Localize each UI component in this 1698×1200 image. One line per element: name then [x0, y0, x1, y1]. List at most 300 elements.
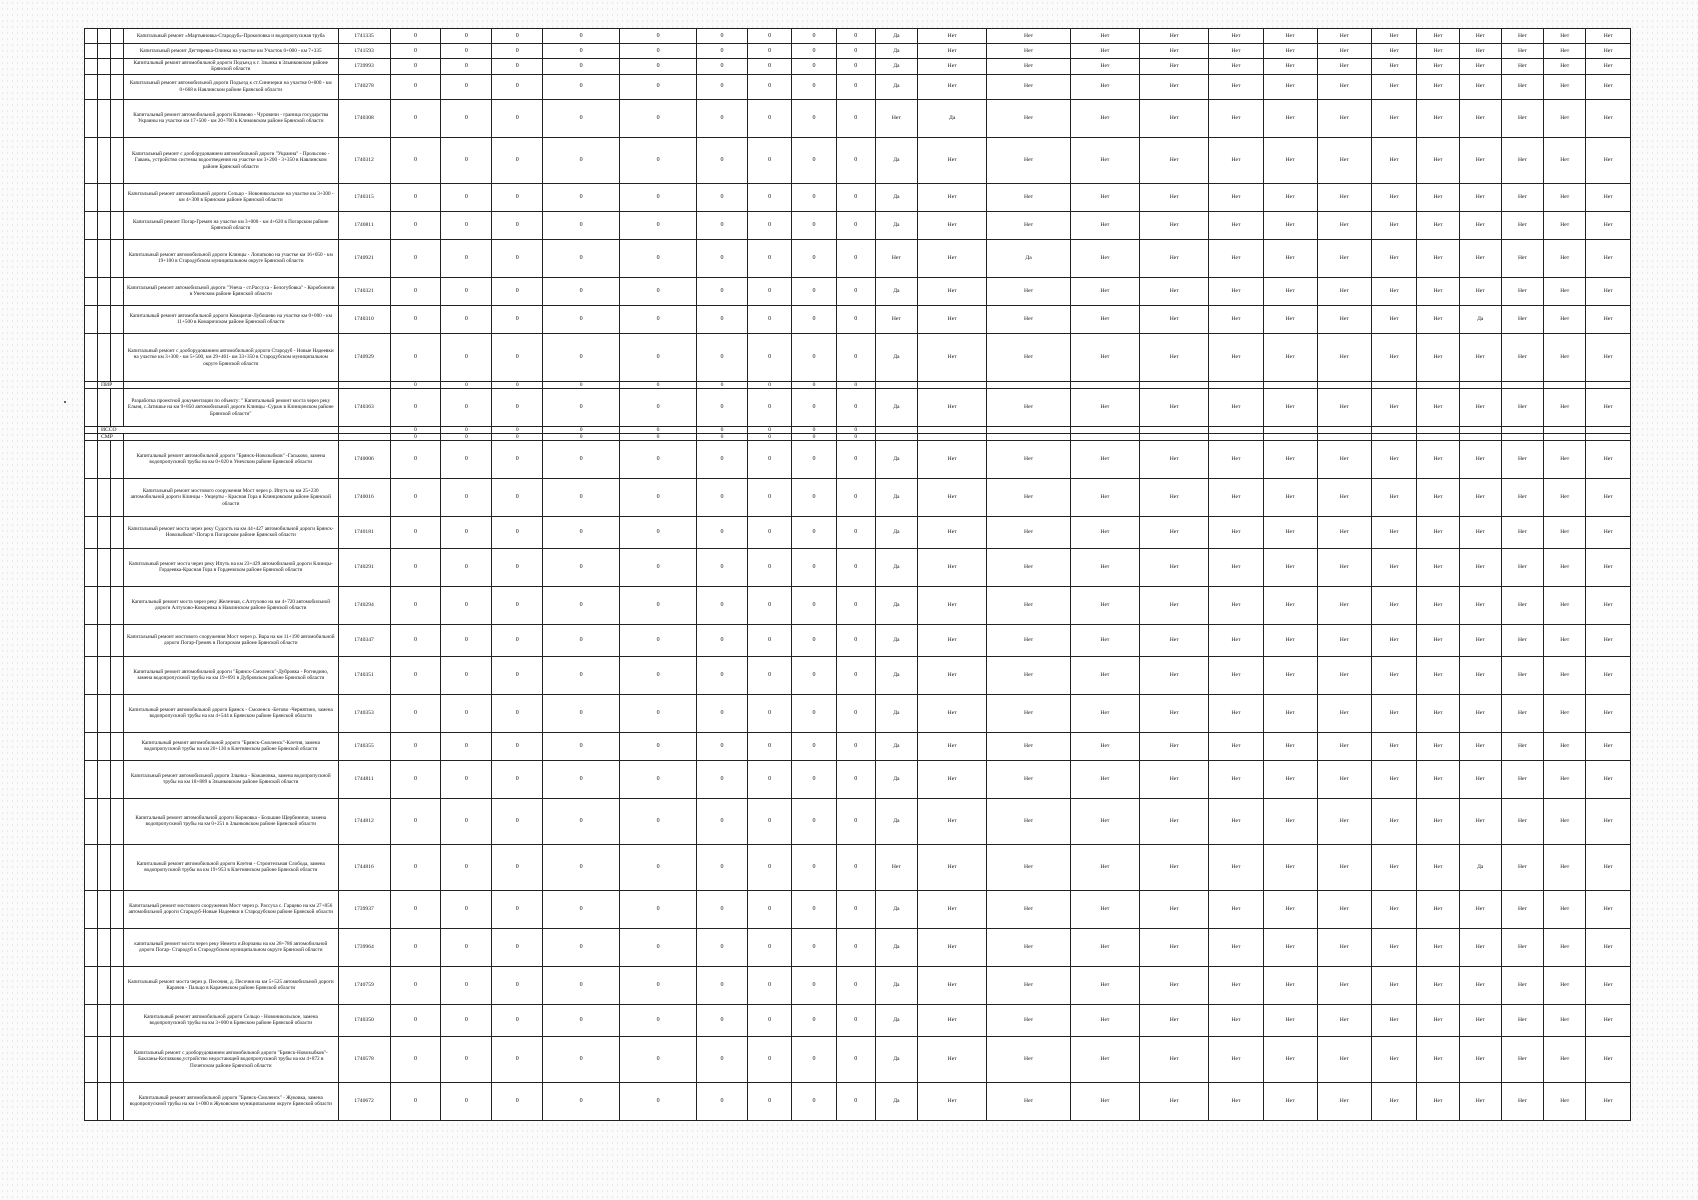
value-cell: 0 — [543, 333, 620, 381]
flag-cell — [987, 381, 1070, 388]
index-cell-1 — [85, 890, 98, 928]
object-code-cell: 1740294 — [338, 586, 390, 624]
object-code-cell: 1740016 — [338, 478, 390, 516]
value-cell: 0 — [620, 440, 697, 478]
flag-cell: Нет — [1417, 966, 1459, 1004]
value-cell: 0 — [492, 305, 543, 333]
flag-cell: Нет — [1317, 586, 1371, 624]
object-name-cell: Капитальный ремонт моста через р. Песочня, д. Песочня на км 5+525 автомобильной дороги Карачев - Пальцо в Карачевском районе Брянской области — [124, 966, 339, 1004]
flag-cell: Нет — [1209, 44, 1263, 59]
value-cell: 0 — [747, 99, 791, 137]
value-cell: 0 — [792, 381, 836, 388]
index-cell-2 — [98, 333, 111, 381]
flag-cell: Нет — [918, 798, 987, 844]
value-cell: 0 — [697, 478, 748, 516]
flag-cell: Да — [987, 239, 1070, 277]
flag-cell: Нет — [918, 211, 987, 239]
value-cell: 0 — [697, 1036, 748, 1082]
value-cell: 0 — [492, 44, 543, 59]
flag-cell: Нет — [1459, 333, 1501, 381]
flag-cell: Нет — [1501, 333, 1543, 381]
index-cell-2 — [98, 548, 111, 586]
flag-cell: Нет — [987, 656, 1070, 694]
value-cell: 0 — [792, 388, 836, 426]
value-cell: 0 — [390, 890, 441, 928]
flag-cell: Нет — [1459, 928, 1501, 966]
value-cell: 0 — [792, 99, 836, 137]
flag-cell: Нет — [1544, 844, 1586, 890]
flag-cell: Нет — [1070, 890, 1139, 928]
value-cell: 0 — [697, 211, 748, 239]
flag-cell: Нет — [1586, 516, 1631, 548]
index-cell-3 — [111, 1004, 124, 1036]
flag-cell — [1140, 426, 1209, 433]
value-cell: 0 — [441, 760, 492, 798]
value-cell: 0 — [836, 59, 875, 75]
index-cell-1 — [85, 1036, 98, 1082]
flag-cell: Нет — [987, 844, 1070, 890]
table-row — [85, 44, 1631, 59]
value-cell: 0 — [792, 333, 836, 381]
flag-cell — [1070, 433, 1139, 440]
value-cell: 0 — [697, 137, 748, 183]
flag-cell: Нет — [1459, 478, 1501, 516]
flag-cell: Да — [1459, 305, 1501, 333]
value-cell: 0 — [747, 305, 791, 333]
index-cell-3 — [111, 333, 124, 381]
value-cell: 0 — [390, 478, 441, 516]
flag-cell: Нет — [1263, 277, 1317, 305]
flag-cell: Да — [875, 760, 917, 798]
value-cell: 0 — [836, 211, 875, 239]
flag-cell: Нет — [1371, 277, 1417, 305]
flag-cell: Нет — [1263, 890, 1317, 928]
flag-cell — [1544, 426, 1586, 433]
value-cell: 0 — [747, 694, 791, 732]
section-label: ИССО — [98, 426, 339, 433]
flag-cell: Нет — [918, 239, 987, 277]
flag-cell: Нет — [1209, 74, 1263, 99]
index-cell-3 — [111, 694, 124, 732]
value-cell: 0 — [747, 478, 791, 516]
flag-cell: Нет — [1501, 890, 1543, 928]
flag-cell: Нет — [1501, 29, 1543, 44]
flag-cell — [1544, 433, 1586, 440]
flag-cell: Нет — [1544, 656, 1586, 694]
flag-cell: Нет — [1140, 1082, 1209, 1120]
index-cell-3 — [111, 1036, 124, 1082]
value-cell: 0 — [620, 694, 697, 732]
index-cell-3 — [111, 478, 124, 516]
flag-cell: Да — [875, 656, 917, 694]
flag-cell: Нет — [1501, 1004, 1543, 1036]
table-row — [85, 59, 1631, 75]
object-name-cell: Капитальный ремонт автомобильной дороги "Унеча - ст.Рассуха - Белогубовка" - Коробоничи в Унечском районе Брянской области — [124, 277, 339, 305]
flag-cell: Нет — [918, 890, 987, 928]
flag-cell: Нет — [1070, 478, 1139, 516]
value-cell: 0 — [390, 239, 441, 277]
value-cell: 0 — [543, 928, 620, 966]
flag-cell: Нет — [1209, 798, 1263, 844]
index-cell-3 — [111, 516, 124, 548]
value-cell: 0 — [620, 74, 697, 99]
flag-cell — [875, 433, 917, 440]
flag-cell: Нет — [1586, 844, 1631, 890]
value-cell: 0 — [747, 74, 791, 99]
flag-cell: Нет — [1417, 1082, 1459, 1120]
flag-cell: Нет — [1544, 548, 1586, 586]
value-cell: 0 — [441, 966, 492, 1004]
flag-cell: Нет — [987, 694, 1070, 732]
flag-cell: Нет — [1371, 798, 1417, 844]
flag-cell: Нет — [1140, 656, 1209, 694]
flag-cell: Да — [875, 478, 917, 516]
flag-cell: Нет — [1070, 44, 1139, 59]
value-cell: 0 — [543, 426, 620, 433]
index-cell-3 — [111, 548, 124, 586]
index-cell-3 — [111, 656, 124, 694]
value-cell: 0 — [543, 277, 620, 305]
value-cell: 0 — [441, 440, 492, 478]
value-cell: 0 — [543, 388, 620, 426]
value-cell: 0 — [697, 433, 748, 440]
index-cell-2 — [98, 239, 111, 277]
flag-cell: Нет — [987, 478, 1070, 516]
value-cell: 0 — [620, 586, 697, 624]
flag-cell: Нет — [1209, 1004, 1263, 1036]
flag-cell: Нет — [1459, 29, 1501, 44]
flag-cell: Нет — [1586, 798, 1631, 844]
flag-cell: Нет — [1586, 1004, 1631, 1036]
flag-cell: Нет — [1070, 966, 1139, 1004]
value-cell: 0 — [620, 137, 697, 183]
flag-cell: Нет — [1501, 440, 1543, 478]
flag-cell: Да — [875, 732, 917, 760]
flag-cell: Нет — [1070, 388, 1139, 426]
value-cell: 0 — [620, 29, 697, 44]
flag-cell: Нет — [1586, 333, 1631, 381]
flag-cell: Нет — [1263, 211, 1317, 239]
value-cell: 0 — [492, 333, 543, 381]
flag-cell: Нет — [1544, 59, 1586, 75]
flag-cell: Нет — [1544, 137, 1586, 183]
flag-cell: Нет — [918, 59, 987, 75]
value-cell: 0 — [836, 44, 875, 59]
value-cell: 0 — [836, 694, 875, 732]
flag-cell: Да — [875, 548, 917, 586]
flag-cell — [1417, 433, 1459, 440]
value-cell: 0 — [747, 760, 791, 798]
value-cell: 0 — [543, 211, 620, 239]
flag-cell: Нет — [987, 966, 1070, 1004]
flag-cell: Нет — [1371, 586, 1417, 624]
flag-cell: Нет — [1417, 928, 1459, 966]
index-cell-2 — [98, 440, 111, 478]
table-row — [85, 1004, 1631, 1036]
flag-cell: Нет — [1371, 478, 1417, 516]
value-cell: 0 — [441, 478, 492, 516]
flag-cell: Нет — [1417, 211, 1459, 239]
flag-cell: Нет — [1263, 732, 1317, 760]
value-cell: 0 — [697, 732, 748, 760]
value-cell: 0 — [836, 844, 875, 890]
flag-cell: Нет — [1371, 760, 1417, 798]
value-cell: 0 — [492, 890, 543, 928]
object-code-cell: 1740355 — [338, 732, 390, 760]
flag-cell: Нет — [1371, 694, 1417, 732]
flag-cell — [918, 381, 987, 388]
index-cell-1 — [85, 277, 98, 305]
object-name-cell: Капитальный ремонт мостового сооружения Мост через р. Вара на км 11+190 автомобильной дороги Погар-Гремяч в Погарском районе Брянской области — [124, 624, 339, 656]
flag-cell: Нет — [1417, 478, 1459, 516]
flag-cell: Нет — [875, 844, 917, 890]
flag-cell: Нет — [1371, 1004, 1417, 1036]
flag-cell: Нет — [1070, 277, 1139, 305]
index-cell-1 — [85, 478, 98, 516]
value-cell: 0 — [543, 137, 620, 183]
value-cell: 0 — [390, 381, 441, 388]
flag-cell: Нет — [1544, 333, 1586, 381]
value-cell: 0 — [792, 656, 836, 694]
value-cell: 0 — [492, 966, 543, 1004]
flag-cell: Нет — [1263, 99, 1317, 137]
flag-cell — [1140, 381, 1209, 388]
index-cell-3 — [111, 798, 124, 844]
index-cell-3 — [111, 183, 124, 211]
value-cell: 0 — [697, 694, 748, 732]
value-cell: 0 — [747, 211, 791, 239]
value-cell: 0 — [792, 760, 836, 798]
object-code-cell: 1740363 — [338, 388, 390, 426]
flag-cell: Нет — [1140, 388, 1209, 426]
value-cell: 0 — [441, 99, 492, 137]
object-code-cell: 1741593 — [338, 44, 390, 59]
flag-cell: Нет — [1501, 305, 1543, 333]
flag-cell: Нет — [1263, 388, 1317, 426]
flag-cell: Нет — [987, 333, 1070, 381]
flag-cell: Нет — [1501, 277, 1543, 305]
flag-cell: Нет — [987, 74, 1070, 99]
flag-cell — [1317, 433, 1371, 440]
value-cell: 0 — [836, 99, 875, 137]
value-cell: 0 — [747, 928, 791, 966]
object-code-cell: 1740921 — [338, 239, 390, 277]
value-cell: 0 — [747, 333, 791, 381]
flag-cell: Нет — [1586, 440, 1631, 478]
value-cell: 0 — [697, 99, 748, 137]
flag-cell: Да — [875, 137, 917, 183]
flag-cell: Нет — [1371, 99, 1417, 137]
flag-cell: Нет — [1417, 694, 1459, 732]
flag-cell: Нет — [1586, 44, 1631, 59]
value-cell: 0 — [441, 1082, 492, 1120]
flag-cell: Нет — [1417, 1036, 1459, 1082]
value-cell: 0 — [836, 183, 875, 211]
flag-cell: Нет — [987, 1082, 1070, 1120]
flag-cell: Нет — [1544, 760, 1586, 798]
flag-cell: Нет — [918, 1082, 987, 1120]
value-cell: 0 — [390, 624, 441, 656]
flag-cell: Нет — [1140, 890, 1209, 928]
index-cell-1 — [85, 844, 98, 890]
flag-cell: Нет — [1317, 928, 1371, 966]
flag-cell: Нет — [1070, 183, 1139, 211]
flag-cell: Нет — [987, 1004, 1070, 1036]
flag-cell: Нет — [918, 1004, 987, 1036]
flag-cell: Нет — [1371, 388, 1417, 426]
value-cell: 0 — [441, 732, 492, 760]
index-cell-3 — [111, 1082, 124, 1120]
value-cell: 0 — [390, 928, 441, 966]
flag-cell: Нет — [1070, 1082, 1139, 1120]
flag-cell: Нет — [1371, 440, 1417, 478]
flag-cell — [1459, 433, 1501, 440]
value-cell: 0 — [697, 305, 748, 333]
flag-cell: Нет — [1501, 694, 1543, 732]
value-cell: 0 — [441, 890, 492, 928]
value-cell: 0 — [697, 1082, 748, 1120]
value-cell: 0 — [747, 59, 791, 75]
flag-cell: Нет — [1544, 586, 1586, 624]
flag-cell — [1317, 381, 1371, 388]
value-cell: 0 — [390, 426, 441, 433]
index-cell-1 — [85, 333, 98, 381]
value-cell: 0 — [836, 656, 875, 694]
object-name-cell: Капитальный ремонт мостового сооружения Мост через р. Рассуха с. Гарцево на км 27+856 автомобильной дороги Стародуб-Новые Надеевки в Стародубском районе Брянской области — [124, 890, 339, 928]
value-cell: 0 — [390, 433, 441, 440]
flag-cell: Нет — [1417, 29, 1459, 44]
flag-cell: Нет — [1317, 211, 1371, 239]
value-cell: 0 — [543, 99, 620, 137]
value-cell: 0 — [697, 239, 748, 277]
flag-cell: Нет — [1371, 966, 1417, 1004]
value-cell: 0 — [792, 694, 836, 732]
flag-cell: Нет — [1317, 99, 1371, 137]
index-cell-3 — [111, 586, 124, 624]
table-row — [85, 624, 1631, 656]
value-cell: 0 — [792, 183, 836, 211]
value-cell: 0 — [441, 798, 492, 844]
flag-cell: Нет — [1501, 656, 1543, 694]
value-cell: 0 — [747, 966, 791, 1004]
value-cell: 0 — [441, 516, 492, 548]
flag-cell: Нет — [987, 586, 1070, 624]
flag-cell: Нет — [1263, 798, 1317, 844]
flag-cell: Нет — [918, 333, 987, 381]
section-label: СМР — [98, 433, 124, 440]
value-cell: 0 — [441, 381, 492, 388]
flag-cell — [875, 426, 917, 433]
flag-cell: Нет — [918, 44, 987, 59]
flag-cell — [1586, 433, 1631, 440]
value-cell: 0 — [697, 656, 748, 694]
flag-cell: Нет — [1501, 928, 1543, 966]
object-name-cell: Капитальный ремонт моста через реку Судость на км 44+427 автомобильной дороги Брянск-Новозыбков"-Погар в Погарском районе Брянской области — [124, 516, 339, 548]
table-body — [85, 29, 1631, 1121]
flag-cell: Нет — [1586, 732, 1631, 760]
flag-cell: Нет — [1586, 656, 1631, 694]
flag-cell: Нет — [1417, 844, 1459, 890]
flag-cell: Нет — [1070, 548, 1139, 586]
flag-cell: Нет — [1209, 440, 1263, 478]
flag-cell: Нет — [1417, 333, 1459, 381]
value-cell: 0 — [543, 239, 620, 277]
flag-cell: Нет — [1371, 624, 1417, 656]
flag-cell: Нет — [1459, 516, 1501, 548]
value-cell: 0 — [620, 516, 697, 548]
flag-cell: Нет — [1417, 44, 1459, 59]
margin-mark — [64, 401, 66, 403]
flag-cell: Нет — [1586, 239, 1631, 277]
table-row — [85, 211, 1631, 239]
index-cell-1 — [85, 548, 98, 586]
flag-cell: Нет — [1371, 844, 1417, 890]
value-cell: 0 — [620, 478, 697, 516]
index-cell-3 — [111, 732, 124, 760]
flag-cell: Нет — [1501, 624, 1543, 656]
flag-cell: Нет — [1371, 1036, 1417, 1082]
value-cell: 0 — [620, 381, 697, 388]
index-cell-2 — [98, 183, 111, 211]
flag-cell: Нет — [1263, 440, 1317, 478]
object-name-cell: Капитальный ремонт моста через реку Железная, с.Алтухово на км 4+720 автомобильной дороги Алтухово-Кокоревка в Навлинском районе Брянской области — [124, 586, 339, 624]
index-cell-2 — [98, 966, 111, 1004]
index-cell-1 — [85, 59, 98, 75]
index-cell-2 — [98, 586, 111, 624]
flag-cell: Нет — [1317, 388, 1371, 426]
flag-cell: Нет — [1459, 586, 1501, 624]
value-cell: 0 — [620, 732, 697, 760]
object-code-cell: 1739937 — [338, 890, 390, 928]
object-code-cell: 1741335 — [338, 29, 390, 44]
index-cell-3 — [111, 211, 124, 239]
value-cell: 0 — [390, 966, 441, 1004]
value-cell: 0 — [543, 74, 620, 99]
value-cell: 0 — [792, 426, 836, 433]
value-cell: 0 — [697, 74, 748, 99]
flag-cell — [1209, 426, 1263, 433]
flag-cell: Да — [875, 59, 917, 75]
value-cell: 0 — [620, 44, 697, 59]
table-row — [85, 844, 1631, 890]
flag-cell: Нет — [1501, 966, 1543, 1004]
flag-cell: Нет — [1544, 183, 1586, 211]
value-cell: 0 — [620, 211, 697, 239]
flag-cell: Нет — [987, 732, 1070, 760]
value-cell: 0 — [792, 548, 836, 586]
flag-cell: Нет — [1317, 516, 1371, 548]
object-name-cell: Капитальный ремонт автомобильной дороги "Брянск-Смоленск"-Дубровка - Рогнедино, замена водопропускной трубы на км 19+691 в Дубровском районе Брянской области — [124, 656, 339, 694]
index-cell-2 — [98, 624, 111, 656]
object-code-cell: 1740181 — [338, 516, 390, 548]
index-cell-2 — [98, 1082, 111, 1120]
flag-cell: Нет — [1501, 239, 1543, 277]
flag-cell: Нет — [1209, 239, 1263, 277]
value-cell: 0 — [390, 277, 441, 305]
flag-cell: Нет — [1544, 1036, 1586, 1082]
value-cell: 0 — [792, 440, 836, 478]
value-cell: 0 — [390, 844, 441, 890]
flag-cell: Нет — [1209, 516, 1263, 548]
object-code-cell: 1740672 — [338, 1082, 390, 1120]
flag-cell: Нет — [1317, 29, 1371, 44]
value-cell: 0 — [390, 305, 441, 333]
flag-cell: Нет — [1070, 624, 1139, 656]
object-code-cell: 1740310 — [338, 305, 390, 333]
flag-cell: Нет — [1317, 548, 1371, 586]
value-cell: 0 — [836, 516, 875, 548]
flag-cell: Нет — [918, 732, 987, 760]
